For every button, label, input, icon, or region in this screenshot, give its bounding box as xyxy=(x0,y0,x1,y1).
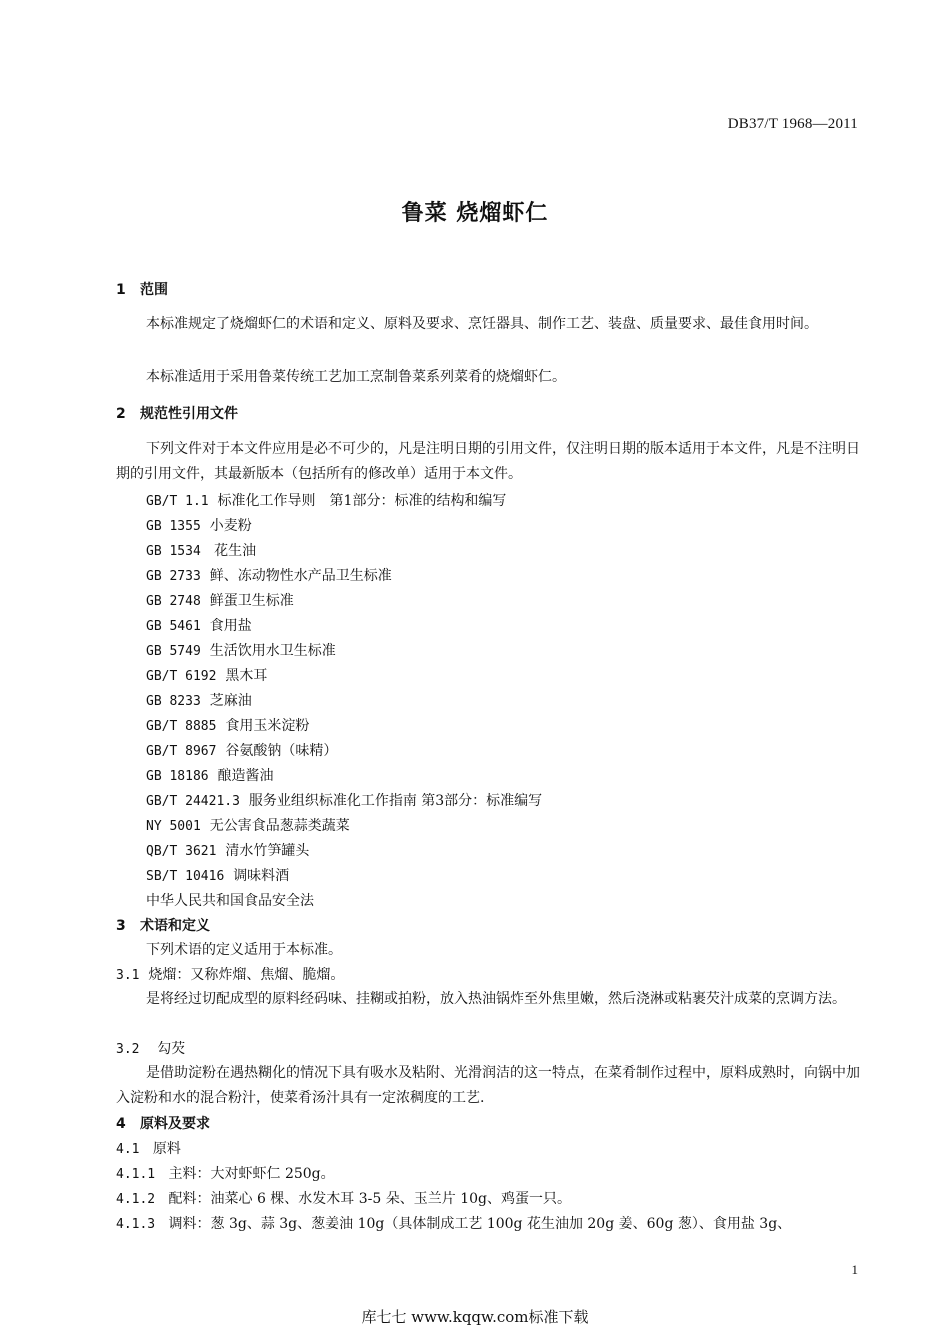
reference-item xyxy=(146,640,336,660)
clause-4-1-2 xyxy=(116,1188,571,1208)
reference-title: 生活饮用水卫生标准 xyxy=(209,643,336,659)
clause-number: 4.1.2 xyxy=(116,1192,156,1207)
section-title: 原料及要求 xyxy=(140,1116,210,1132)
reference-code: NY 5001 xyxy=(146,819,201,834)
clause-number: 4.1.3 xyxy=(116,1217,156,1232)
reference-law: 中华人民共和国食品安全法 xyxy=(146,893,314,909)
page-number: 1 xyxy=(851,1262,858,1277)
reference-item xyxy=(146,615,252,635)
section-title: 术语和定义 xyxy=(140,918,210,934)
reference-code: QB/T 3621 xyxy=(146,844,217,859)
reference-code: GB 5749 xyxy=(146,644,201,659)
reference-title: 食用玉米淀粉 xyxy=(225,718,310,734)
reference-item xyxy=(146,540,256,560)
reference-item xyxy=(146,715,309,735)
term-3-2-definition: 是借助淀粉在遇热糊化的情况下具有吸水及粘附、光滑润洁的这一特点，在菜肴制作过程中，原料成熟时，向锅中加入淀粉和水的混合粉汁，使菜肴汤汁具有一定浓稠度的工艺. xyxy=(116,1065,860,1106)
clause-text: 调料：葱 3g、蒜 3g、葱姜油 10g（具体制成工艺 100g 花生油加 20g 姜、60g 葱）、食用盐 3g、 xyxy=(168,1216,792,1232)
reference-title: 标准化工作导则 第1部分：标准的结构和编写 xyxy=(217,493,507,509)
term-3-1-definition: 是将经过切配成型的原料经码味、挂糊或拍粉，放入热油锅炸至外焦里嫩，然后浇淋或粘裹芡汁成菜的烹调方法。 xyxy=(146,991,846,1007)
scope-paragraph-2: 本标准适用于采用鲁菜传统工艺加工烹制鲁菜系列菜肴的烧熘虾仁。 xyxy=(146,369,566,385)
reference-title: 清水竹笋罐头 xyxy=(225,843,310,859)
reference-item xyxy=(146,815,350,835)
reference-code: SB/T 10416 xyxy=(146,869,225,884)
section-4-heading xyxy=(116,1113,210,1133)
reference-title: 酿造酱油 xyxy=(217,768,274,784)
scope-paragraph-1: 本标准规定了烧熘虾仁的术语和定义、原料及要求、烹饪器具、制作工艺、装盘、质量要求、最佳食用时间。 xyxy=(146,316,818,332)
reference-code: GB 2733 xyxy=(146,569,201,584)
reference-code: GB 18186 xyxy=(146,769,209,784)
reference-item xyxy=(146,765,274,785)
reference-code: GB 1534 xyxy=(146,544,201,559)
reference-item xyxy=(146,690,252,710)
clause-number: 3.1 xyxy=(116,968,140,983)
reference-item xyxy=(146,840,309,860)
reference-code: GB/T 1.1 xyxy=(146,494,209,509)
clause-text: 原料 xyxy=(152,1141,181,1157)
clause-number: 4.1 xyxy=(116,1142,140,1157)
section-number: 2 xyxy=(116,406,126,422)
section-number: 3 xyxy=(116,918,126,934)
section-title: 范围 xyxy=(140,282,168,298)
reference-code: GB/T 8885 xyxy=(146,719,217,734)
reference-title: 鲜蛋卫生标准 xyxy=(209,593,294,609)
reference-title: 芝麻油 xyxy=(209,693,252,709)
clause-number: 4.1.1 xyxy=(116,1167,156,1182)
reference-item xyxy=(146,590,294,610)
clause-text: 配料：油菜心 6 棵、水发木耳 3-5 朵、玉兰片 10g、鸡蛋一只。 xyxy=(168,1191,571,1207)
reference-title: 服务业组织标准化工作指南 第3部分：标准编写 xyxy=(248,793,543,809)
reference-title: 鲜、冻动物性水产品卫生标准 xyxy=(209,568,392,584)
reference-title: 食用盐 xyxy=(209,618,252,634)
terms-intro: 下列术语的定义适用于本标准。 xyxy=(146,942,342,958)
reference-code: GB 1355 xyxy=(146,519,201,534)
section-number: 1 xyxy=(116,282,126,298)
term-3-2 xyxy=(116,1038,185,1058)
term-name: 烧熘：又称炸熘、焦熘、脆熘。 xyxy=(148,967,345,983)
section-2-heading xyxy=(116,403,238,423)
standard-code: DB37/T 1968—2011 xyxy=(727,116,858,132)
term-name: 勾芡 xyxy=(157,1041,186,1057)
reference-item xyxy=(146,565,392,585)
section-title: 规范性引用文件 xyxy=(140,406,238,422)
clause-text: 主料：大对虾虾仁 250g。 xyxy=(168,1166,335,1182)
reference-item xyxy=(146,790,542,810)
reference-title: 小麦粉 xyxy=(209,518,252,534)
reference-title: 黑木耳 xyxy=(225,668,268,684)
clause-number: 3.2 xyxy=(116,1042,140,1057)
reference-item xyxy=(146,665,267,685)
reference-item xyxy=(146,515,252,535)
reference-title: 调味料酒 xyxy=(233,868,290,884)
references-intro: 下列文件对于本文件应用是必不可少的，凡是注明日期的引用文件，仅注明日期的版本适用于本文件，凡是不注明日期的引用文件，其最新版本（包括所有的修改单）适用于本文件。 xyxy=(116,441,860,482)
document-title: 鲁菜 烧熘虾仁 xyxy=(401,201,549,226)
footer-watermark: 库七七 www.kqqw.com标准下载 xyxy=(361,1308,589,1326)
reference-code: GB 5461 xyxy=(146,619,201,634)
term-3-1 xyxy=(116,964,344,984)
clause-4-1-1 xyxy=(116,1163,335,1183)
reference-title: 无公害食品葱蒜类蔬菜 xyxy=(209,818,350,834)
clause-4-1-3 xyxy=(116,1213,791,1233)
reference-item xyxy=(146,490,506,510)
section-number: 4 xyxy=(116,1116,126,1132)
reference-item xyxy=(146,865,289,885)
reference-code: GB 8233 xyxy=(146,694,201,709)
reference-title: 谷氨酸钠（味精） xyxy=(225,743,338,759)
reference-item xyxy=(146,740,337,760)
reference-code: GB 2748 xyxy=(146,594,201,609)
clause-4-1 xyxy=(116,1138,181,1158)
section-1-heading xyxy=(116,279,168,299)
reference-code: GB/T 8967 xyxy=(146,744,217,759)
reference-title: 花生油 xyxy=(214,543,257,559)
reference-code: GB/T 24421.3 xyxy=(146,794,240,809)
section-3-heading xyxy=(116,915,210,935)
reference-code: GB/T 6192 xyxy=(146,669,217,684)
